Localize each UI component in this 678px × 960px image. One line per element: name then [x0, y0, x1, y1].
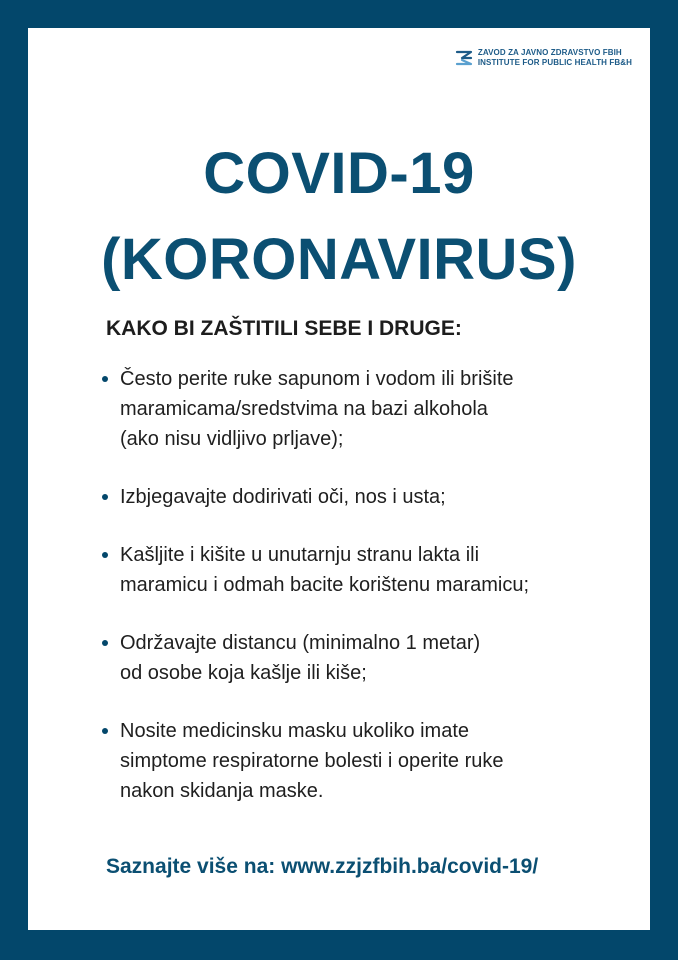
- zz-logo-icon: [455, 49, 473, 67]
- institute-logo: [455, 48, 632, 68]
- logo-line-1: ZAVOD ZA JAVNO ZDRAVSTVO FBIH: [477, 48, 622, 57]
- advice-item: Često perite ruke sapunom i vodom ili brišite maramicama/sredstvima na bazi alkohola (ako nisu vidljivo prljave);: [102, 364, 602, 454]
- page-title-line-1: COVID-19: [203, 141, 475, 206]
- logo-line-2: INSTITUTE FOR PUBLIC HEALTH FB&H: [477, 58, 632, 67]
- page-title-line-2: (KORONAVIRUS): [101, 227, 577, 292]
- advice-item: Održavajte distancu (minimalno 1 metar) od osobe koja kašlje ili kiše;: [102, 628, 602, 688]
- advice-item: Nosite medicinsku masku ukoliko imate simptome respiratorne bolesti i operite ruke nakon skidanja maske.: [102, 716, 602, 806]
- poster-sheet: [28, 28, 650, 930]
- section-heading: KAKO BI ZAŠTITILI SEBE I DRUGE:: [106, 317, 462, 340]
- advice-item: Kašljite i kišite u unutarnju stranu lakta ili maramicu i odmah bacite korištenu maramicu;: [102, 540, 602, 600]
- logo-text: [478, 48, 632, 68]
- advice-list: [102, 364, 602, 834]
- website-link[interactable]: Saznajte više na: www.zzjzfbih.ba/covid-19/: [106, 855, 539, 878]
- advice-item: Izbjegavajte dodirivati oči, nos i usta;: [102, 482, 602, 512]
